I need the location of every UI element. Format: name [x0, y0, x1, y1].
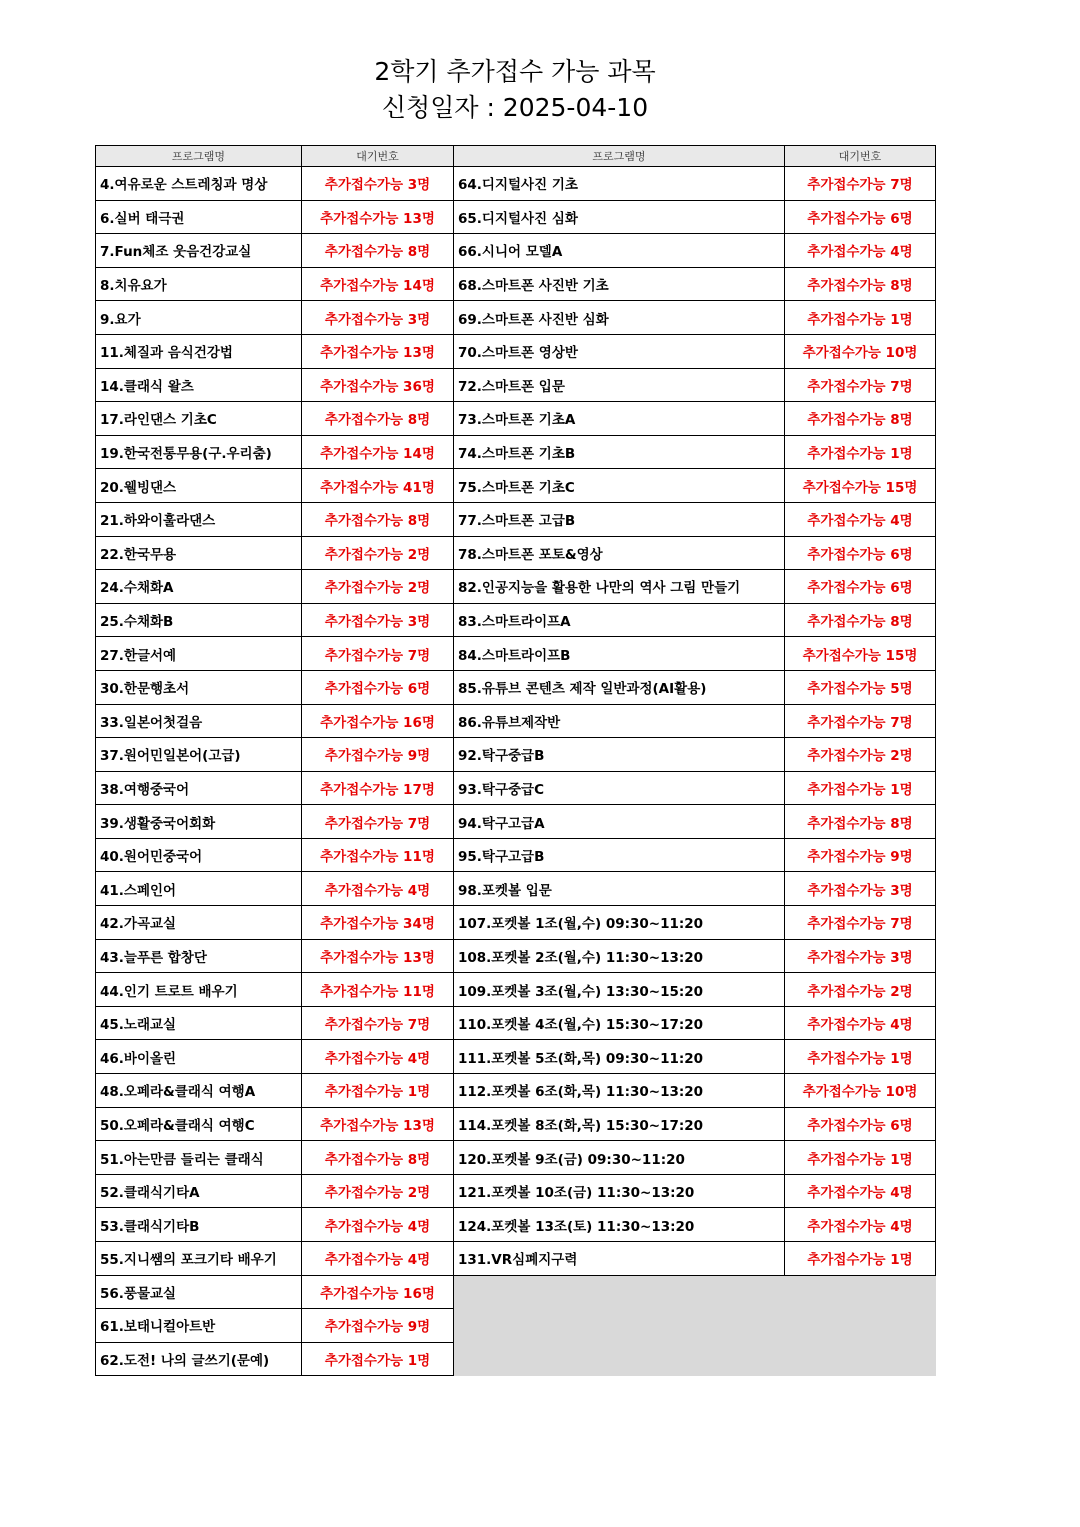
program-name: 37.원어민일본어(고급) — [95, 738, 302, 772]
program-name: 69.스마트폰 사진반 심화 — [454, 301, 785, 335]
waiting-status: 추가접수가능 3명 — [302, 604, 454, 638]
table-row — [95, 234, 936, 268]
program-name: 39.생활중국어회화 — [95, 805, 302, 839]
waiting-status: 추가접수가능 4명 — [785, 1175, 936, 1209]
table-row — [95, 1141, 936, 1175]
program-name: 42.가곡교실 — [95, 906, 302, 940]
program-name: 94.탁구고급A — [454, 805, 785, 839]
page-title: 2학기 추가접수 가능 과목 — [374, 57, 656, 86]
waiting-status: 추가접수가능 11명 — [302, 973, 454, 1007]
program-name: 45.노래교실 — [95, 1007, 302, 1041]
waiting-status: 추가접수가능 6명 — [785, 570, 936, 604]
program-name: 17.라인댄스 기초C — [95, 402, 302, 436]
waiting-status: 추가접수가능 1명 — [785, 436, 936, 470]
waiting-status: 추가접수가능 10명 — [785, 335, 936, 369]
empty-area — [454, 1276, 936, 1310]
waiting-status: 추가접수가능 4명 — [302, 1208, 454, 1242]
table-row — [95, 839, 936, 873]
empty-area — [454, 1343, 936, 1377]
table-row — [95, 1040, 936, 1074]
table-row — [95, 805, 936, 839]
waiting-status: 추가접수가능 3명 — [302, 167, 454, 201]
waiting-status: 추가접수가능 13명 — [302, 1108, 454, 1142]
program-name: 74.스마트폰 기초B — [454, 436, 785, 470]
program-name: 51.아는만큼 들리는 클래식 — [95, 1141, 302, 1175]
program-name: 82.인공지능을 활용한 나만의 역사 그림 만들기 — [454, 570, 785, 604]
program-name: 124.포켓볼 13조(토) 11:30~13:20 — [454, 1208, 785, 1242]
table-row — [95, 671, 936, 705]
waiting-status: 추가접수가능 3명 — [785, 872, 936, 906]
waiting-status: 추가접수가능 8명 — [302, 234, 454, 268]
table-row — [95, 1108, 936, 1142]
waiting-status: 추가접수가능 1명 — [785, 772, 936, 806]
waiting-status: 추가접수가능 6명 — [785, 537, 936, 571]
table-row — [95, 369, 936, 403]
waiting-status: 추가접수가능 4명 — [785, 503, 936, 537]
program-name: 92.탁구중급B — [454, 738, 785, 772]
waiting-status: 추가접수가능 4명 — [785, 234, 936, 268]
program-name: 77.스마트폰 고급B — [454, 503, 785, 537]
application-date: 신청일자 : 2025-04-10 — [381, 93, 649, 122]
waiting-status: 추가접수가능 7명 — [785, 369, 936, 403]
program-name: 114.포켓볼 8조(화,목) 15:30~17:20 — [454, 1108, 785, 1142]
table-row — [95, 1175, 936, 1209]
waiting-status: 추가접수가능 13명 — [302, 201, 454, 235]
waiting-status: 추가접수가능 4명 — [785, 1208, 936, 1242]
waiting-status: 추가접수가능 16명 — [302, 705, 454, 739]
program-name: 109.포켓볼 3조(월,수) 13:30~15:20 — [454, 973, 785, 1007]
waiting-status: 추가접수가능 7명 — [785, 906, 936, 940]
program-name: 121.포켓볼 10조(금) 11:30~13:20 — [454, 1175, 785, 1209]
table-row — [95, 167, 936, 201]
waiting-status: 추가접수가능 14명 — [302, 268, 454, 302]
program-name: 11.체질과 음식건강법 — [95, 335, 302, 369]
table-row — [95, 402, 936, 436]
table-row — [95, 1309, 936, 1343]
waiting-status: 추가접수가능 1명 — [785, 301, 936, 335]
header-waiting-right: 대기번호 — [785, 145, 936, 167]
table-row — [95, 1242, 936, 1276]
waiting-status: 추가접수가능 7명 — [302, 805, 454, 839]
program-name: 25.수채화B — [95, 604, 302, 638]
waiting-status: 추가접수가능 4명 — [785, 1007, 936, 1041]
table-row — [95, 973, 936, 1007]
waiting-status: 추가접수가능 41명 — [302, 469, 454, 503]
program-name: 108.포켓볼 2조(월,수) 11:30~13:20 — [454, 940, 785, 974]
program-name: 40.원어민중국어 — [95, 839, 302, 873]
waiting-status: 추가접수가능 1명 — [302, 1343, 454, 1377]
waiting-status: 추가접수가능 10명 — [785, 1074, 936, 1108]
program-name: 111.포켓볼 5조(화,목) 09:30~11:20 — [454, 1040, 785, 1074]
waiting-status: 추가접수가능 16명 — [302, 1276, 454, 1310]
waiting-status: 추가접수가능 6명 — [785, 201, 936, 235]
table-row — [95, 335, 936, 369]
table-row — [95, 436, 936, 470]
waiting-status: 추가접수가능 14명 — [302, 436, 454, 470]
program-name: 21.하와이훌라댄스 — [95, 503, 302, 537]
program-name: 112.포켓볼 6조(화,목) 11:30~13:20 — [454, 1074, 785, 1108]
program-name: 56.풍물교실 — [95, 1276, 302, 1310]
program-name: 38.여행중국어 — [95, 772, 302, 806]
program-name: 73.스마트폰 기초A — [454, 402, 785, 436]
table-row — [95, 301, 936, 335]
table-row — [95, 1007, 936, 1041]
program-name: 50.오페라&클래식 여행C — [95, 1108, 302, 1142]
program-name: 20.웰빙댄스 — [95, 469, 302, 503]
waiting-status: 추가접수가능 9명 — [302, 1309, 454, 1343]
waiting-status: 추가접수가능 3명 — [785, 940, 936, 974]
program-name: 131.VR심폐지구력 — [454, 1242, 785, 1276]
waiting-status: 추가접수가능 4명 — [302, 1040, 454, 1074]
program-name: 98.포켓볼 입문 — [454, 872, 785, 906]
waiting-status: 추가접수가능 6명 — [302, 671, 454, 705]
waiting-status: 추가접수가능 2명 — [785, 738, 936, 772]
table-row — [95, 872, 936, 906]
program-name: 62.도전! 나의 글쓰기(문예) — [95, 1343, 302, 1377]
waiting-status: 추가접수가능 4명 — [302, 1242, 454, 1276]
program-name: 48.오페라&클래식 여행A — [95, 1074, 302, 1108]
waiting-status: 추가접수가능 8명 — [302, 503, 454, 537]
program-name: 65.디지털사진 심화 — [454, 201, 785, 235]
table-row — [95, 705, 936, 739]
header-program-left: 프로그램명 — [95, 145, 302, 167]
table-row — [95, 604, 936, 638]
program-name: 55.지니쌤의 포크기타 배우기 — [95, 1242, 302, 1276]
table-row — [95, 906, 936, 940]
program-name: 95.탁구고급B — [454, 839, 785, 873]
program-name: 93.탁구중급C — [454, 772, 785, 806]
waiting-status: 추가접수가능 4명 — [302, 872, 454, 906]
program-name: 52.클래식기타A — [95, 1175, 302, 1209]
program-name: 27.한글서예 — [95, 637, 302, 671]
waiting-status: 추가접수가능 15명 — [785, 469, 936, 503]
waiting-status: 추가접수가능 1명 — [785, 1040, 936, 1074]
header-waiting-left: 대기번호 — [302, 145, 454, 167]
program-name: 14.클래식 왈츠 — [95, 369, 302, 403]
waiting-status: 추가접수가능 1명 — [302, 1074, 454, 1108]
program-name: 46.바이올린 — [95, 1040, 302, 1074]
program-name: 66.시니어 모델A — [454, 234, 785, 268]
program-name: 19.한국전통무용(구.우리춤) — [95, 436, 302, 470]
waiting-status: 추가접수가능 2명 — [302, 570, 454, 604]
table-row — [95, 1074, 936, 1108]
table-row — [95, 1276, 936, 1310]
waiting-status: 추가접수가능 34명 — [302, 906, 454, 940]
program-name: 6.실버 태극권 — [95, 201, 302, 235]
table-row — [95, 637, 936, 671]
waiting-status: 추가접수가능 2명 — [302, 1175, 454, 1209]
waiting-status: 추가접수가능 2명 — [302, 537, 454, 571]
waiting-status: 추가접수가능 2명 — [785, 973, 936, 1007]
program-name: 84.스마트라이프B — [454, 637, 785, 671]
waiting-status: 추가접수가능 8명 — [785, 604, 936, 638]
program-name: 70.스마트폰 영상반 — [454, 335, 785, 369]
table-row — [95, 537, 936, 571]
table-row — [95, 940, 936, 974]
waiting-status: 추가접수가능 36명 — [302, 369, 454, 403]
waiting-status: 추가접수가능 7명 — [785, 167, 936, 201]
waiting-status: 추가접수가능 1명 — [785, 1141, 936, 1175]
program-name: 7.Fun체조 웃음건강교실 — [95, 234, 302, 268]
program-name: 44.인기 트로트 배우기 — [95, 973, 302, 1007]
program-name: 8.치유요가 — [95, 268, 302, 302]
waiting-status: 추가접수가능 8명 — [785, 268, 936, 302]
program-name: 68.스마트폰 사진반 기초 — [454, 268, 785, 302]
waiting-status: 추가접수가능 13명 — [302, 335, 454, 369]
table-row — [95, 268, 936, 302]
waiting-status: 추가접수가능 3명 — [302, 301, 454, 335]
table-row — [95, 503, 936, 537]
empty-area — [454, 1309, 936, 1343]
waiting-status: 추가접수가능 9명 — [785, 839, 936, 873]
table-header-row — [95, 145, 936, 167]
waiting-status: 추가접수가능 11명 — [302, 839, 454, 873]
waiting-status: 추가접수가능 8명 — [302, 402, 454, 436]
waiting-status: 추가접수가능 13명 — [302, 940, 454, 974]
table-row — [95, 1208, 936, 1242]
program-name: 83.스마트라이프A — [454, 604, 785, 638]
program-table — [95, 145, 936, 1376]
program-name: 24.수채화A — [95, 570, 302, 604]
program-name: 72.스마트폰 입문 — [454, 369, 785, 403]
waiting-status: 추가접수가능 5명 — [785, 671, 936, 705]
program-name: 107.포켓볼 1조(월,수) 09:30~11:20 — [454, 906, 785, 940]
table-row — [95, 1343, 936, 1377]
program-name: 53.클래식기타B — [95, 1208, 302, 1242]
waiting-status: 추가접수가능 8명 — [302, 1141, 454, 1175]
table-row — [95, 469, 936, 503]
table-row — [95, 738, 936, 772]
program-name: 33.일본어첫걸음 — [95, 705, 302, 739]
waiting-status: 추가접수가능 9명 — [302, 738, 454, 772]
waiting-status: 추가접수가능 7명 — [302, 1007, 454, 1041]
program-name: 78.스마트폰 포토&영상 — [454, 537, 785, 571]
table-row — [95, 201, 936, 235]
program-name: 75.스마트폰 기초C — [454, 469, 785, 503]
header-program-right: 프로그램명 — [454, 145, 785, 167]
waiting-status: 추가접수가능 6명 — [785, 1108, 936, 1142]
program-name: 30.한문행초서 — [95, 671, 302, 705]
program-name: 9.요가 — [95, 301, 302, 335]
program-name: 43.늘푸른 합창단 — [95, 940, 302, 974]
waiting-status: 추가접수가능 7명 — [302, 637, 454, 671]
table-row — [95, 570, 936, 604]
waiting-status: 추가접수가능 8명 — [785, 805, 936, 839]
program-name: 110.포켓볼 4조(월,수) 15:30~17:20 — [454, 1007, 785, 1041]
program-name: 4.여유로운 스트레칭과 명상 — [95, 167, 302, 201]
waiting-status: 추가접수가능 7명 — [785, 705, 936, 739]
program-name: 41.스페인어 — [95, 872, 302, 906]
waiting-status: 추가접수가능 1명 — [785, 1242, 936, 1276]
waiting-status: 추가접수가능 17명 — [302, 772, 454, 806]
program-name: 85.유튜브 콘텐츠 제작 일반과정(AI활용) — [454, 671, 785, 705]
program-name: 120.포켓볼 9조(금) 09:30~11:20 — [454, 1141, 785, 1175]
table-row — [95, 772, 936, 806]
program-name: 61.보태니컬아트반 — [95, 1309, 302, 1343]
program-name: 64.디지털사진 기초 — [454, 167, 785, 201]
waiting-status: 추가접수가능 15명 — [785, 637, 936, 671]
program-name: 22.한국무용 — [95, 537, 302, 571]
program-name: 86.유튜브제작반 — [454, 705, 785, 739]
waiting-status: 추가접수가능 8명 — [785, 402, 936, 436]
